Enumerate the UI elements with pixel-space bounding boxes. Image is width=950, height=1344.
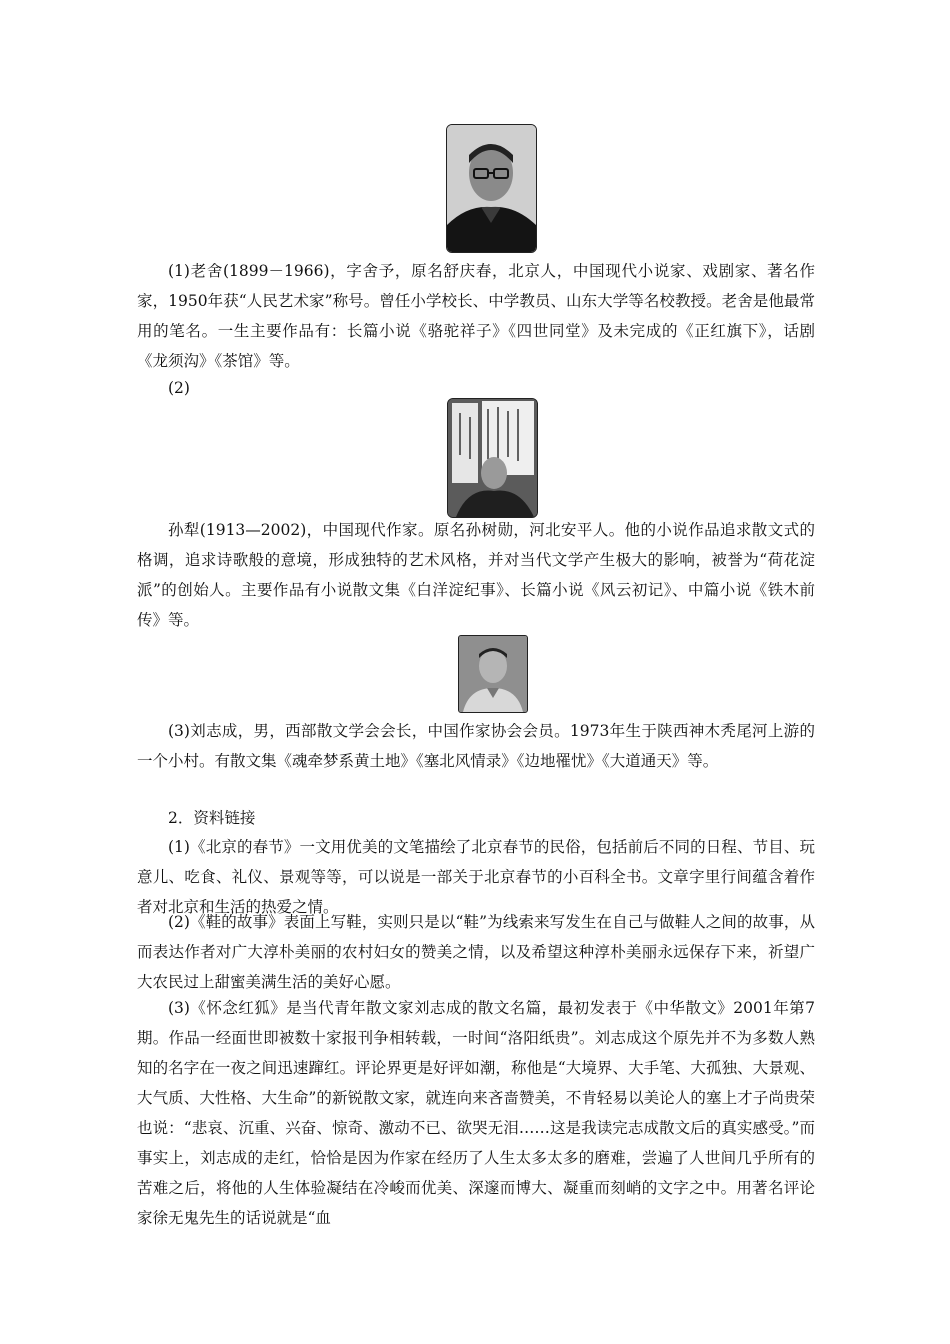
portrait-liuzhicheng-image	[459, 636, 527, 712]
liuzhicheng-bio-paragraph: (3)刘志成，男，西部散文学会会长，中国作家协会会员。1973年生于陕西神木秃尾河上游的一个小村。有散文集《魂牵梦系黄土地》《塞北风情录》《边地罹忧》《大道通天》等。	[137, 722, 815, 770]
material-link-paragraph-3: (3)《怀念红狐》是当代青年散文家刘志成的散文名篇，最初发表于《中华散文》2001年第7期。作品一经面世即被数十家报刊争相转载，一时间“洛阳纸贵”。刘志成这个原先并不为多数人熟知的名字在一夜之间迅速蹿红。评论界更是好评如潮，称他是“大境界、大手笔、大孤独、大景观、大气质、大性格、大生命”的新锐散文家，就连向来吝啬赞美，不肯轻易以美论人的塞上才子尚贵荣也说：“悲哀、沉重、兴奋、惊奇、激动不已、欲哭无泪……这是我读完志成散文后的真实感受。”而事实上，刘志成的走红，恰恰是因为作家在经历了人生太多太多的磨难，尝遍了人世间几乎所有的苦难之后，将他的人生体验凝结在冷峻而优美、深邃而博大、凝重而刻峭的文字之中。用著名评论家徐无鬼先生的话说就是“血	[137, 999, 815, 1227]
portrait-photo-sunli	[447, 398, 538, 518]
item-2-label: (2)	[168, 379, 190, 397]
material-link-paragraph-1: (1)《北京的春节》一文用优美的文笔描绘了北京春节的民俗，包括前后不同的日程、节目、玩意儿、吃食、礼仪、景观等等，可以说是一部关于北京春节的小百科全书。文章字里行间蕴含着作者对北京和生活的热爱之情。	[137, 838, 815, 916]
section-2-heading: 2．资料链接	[168, 809, 256, 827]
material-link-paragraph-2: (2)《鞋的故事》表面上写鞋，实则只是以“鞋”为线索来写发生在自己与做鞋人之间的故事，从而表达作者对广大淳朴美丽的农村妇女的赞美之情，以及希望这种淳朴美丽永远保存下来，祈望广大农民过上甜蜜美满生活的美好心愿。	[137, 913, 815, 991]
portrait-photo-laoshe	[446, 124, 537, 253]
portrait-sunli-image	[448, 399, 537, 517]
portrait-photo-liuzhicheng	[458, 635, 528, 713]
sunli-bio-paragraph: 孙犁(1913—2002)，中国现代作家。原名孙树勋，河北安平人。他的小说作品追求散文式的格调，追求诗歌般的意境，形成独特的艺术风格，并对当代文学产生极大的影响，被誉为“荷花淀派”的创始人。主要作品有小说散文集《白洋淀纪事》、长篇小说《风云初记》、中篇小说《铁木前传》等。	[137, 521, 815, 629]
laoshe-bio-paragraph: (1)老舍(1899－1966)，字舍予，原名舒庆春，北京人，中国现代小说家、戏剧家、著名作家，1950年获“人民艺术家”称号。曾任小学校长、中学教员、山东大学等名校教授。老舍是他最常用的笔名。一生主要作品有：长篇小说《骆驼祥子》《四世同堂》及未完成的《正红旗下》，话剧《龙须沟》《茶馆》等。	[137, 262, 815, 370]
portrait-laoshe-image	[447, 125, 536, 252]
